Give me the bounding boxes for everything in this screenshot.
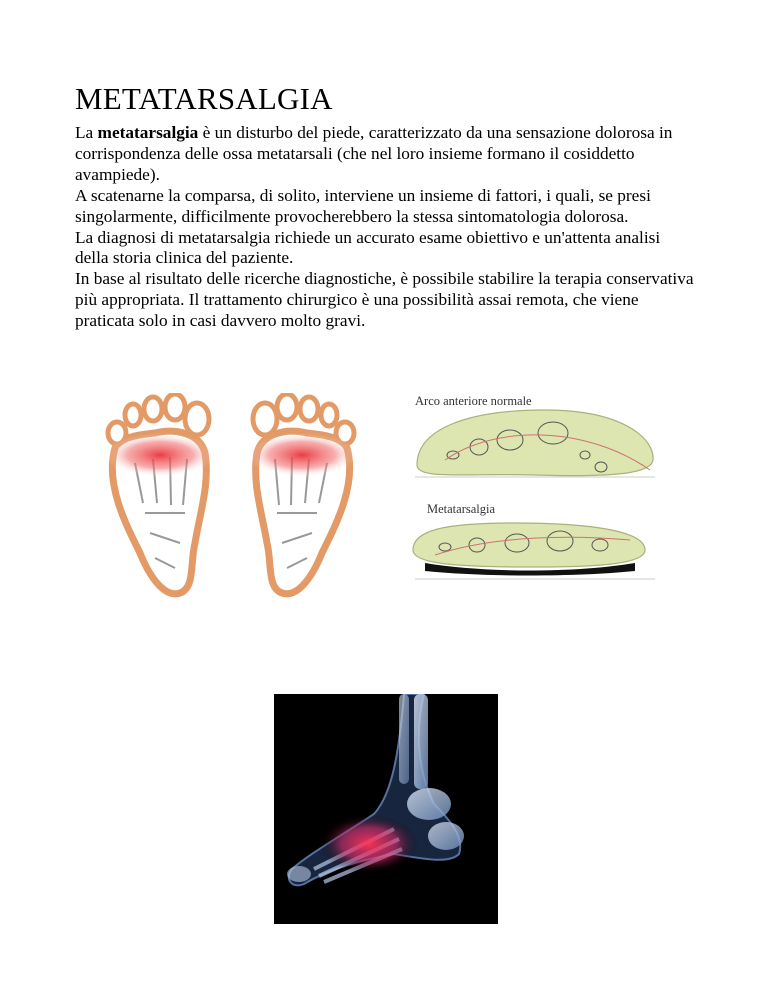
- xray-foot-icon: [287, 694, 464, 885]
- paragraph-3: La diagnosi di metatarsalgia richiede un accurato esame obiettivo e un'attenta analisi della storia clinica del paziente.: [75, 227, 661, 268]
- term-metatarsalgia: metatarsalgia: [97, 123, 199, 142]
- paragraph-1-prefix: La: [75, 123, 98, 142]
- body-text: [75, 123, 695, 332]
- paragraph-4: In base al risultato delle ricerche diagnostiche, è possibile stabilire la terapia conservativa più appropriata. Il trattamento chirurgico è una possibilità assai remota, che viene praticata solo in casi davvero molto gravi.: [75, 269, 694, 331]
- right-foot-icon: [247, 394, 357, 594]
- normal-arch-icon: [415, 410, 655, 477]
- arch-metatarsalgia-label: Metatarsalgia: [427, 502, 496, 516]
- foot-xray-image: [274, 694, 498, 924]
- paragraph-1: [75, 123, 695, 186]
- arch-normal-label: Arco anteriore normale: [415, 394, 532, 408]
- arch-comparison-illustration: [405, 385, 660, 585]
- metatarsalgia-arch-icon: [413, 523, 655, 579]
- left-foot-icon: [105, 394, 215, 594]
- paragraph-2: A scatenarne la comparsa, di solito, interviene un insieme di fattori, i quali, se presi singolarmente, difficilmente provocherebbero la stessa sintomatologia dolorosa.: [75, 185, 651, 226]
- paragraph-1-suffix: è un disturbo del piede, caratterizzato da una sensazione dolorosa in corrispondenza delle ossa metatarsali (che nel loro insieme formano il cosiddetto avampiede).: [75, 123, 673, 184]
- feet-illustration: [95, 393, 367, 605]
- page-title: METATARSALGIA: [75, 81, 333, 116]
